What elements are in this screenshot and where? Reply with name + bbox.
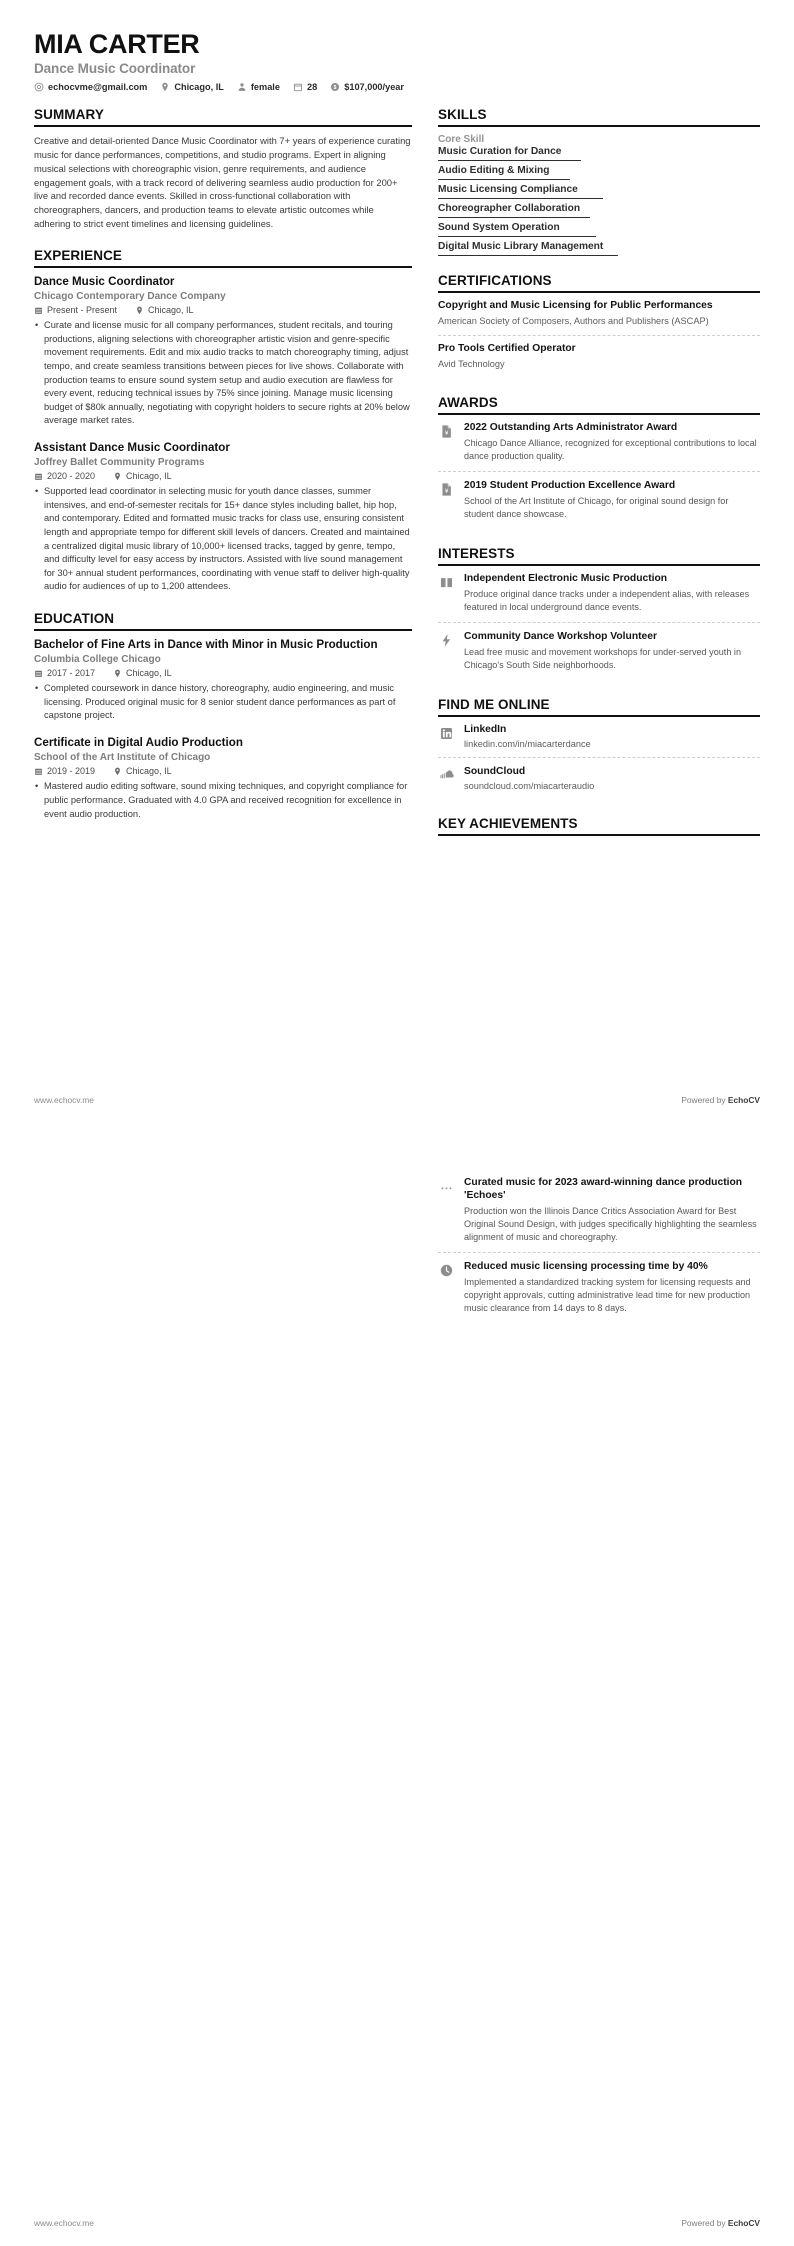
skill-level-bar xyxy=(438,160,581,161)
resume-body-columns xyxy=(34,107,760,853)
experience-meta xyxy=(34,471,412,481)
section-divider xyxy=(438,715,760,717)
experience-bullet: • Supported lead coordinator in selecting music for youth dance classes, summer intensives, and end-of-semester recitals for 15+ dance styles including ballet, hip hop, and contemporary. Edited and formatted music tracks for class use, ensuring consistent length and appropriate tempo for different skill levels of dancers. Created and maintained a centralized digital music library of 10,000+ licensed tracks, tagged by genre, tempo, and difficulty level for easy access by instructors. Assisted with live sound management for 30+ annual student performances, coordinating with venue staff to deliver high-quality audio for audiences of up to 1,200 attendees. xyxy=(34,485,412,594)
interest-name: Independent Electronic Music Production xyxy=(464,573,668,585)
award-description: Chicago Dance Alliance, recognized for exceptional contributions to local dance production quality. xyxy=(464,438,757,462)
achievement-description: Production won the Illinois Dance Critics Association Award for Best Original Sound Design, with judges specifically highlighting the seamless alignment of music and choreography. xyxy=(464,1205,757,1242)
section-experience xyxy=(34,248,412,594)
experience-bullet: • Curate and license music for all company performances, student recitals, and touring productions, aligning selections with choreographer artistic vision and genre-specific movement requirements. Edit and mix audio tracks to match choreography timing, adjust tempo, and create seamless transitions between pieces for live shows. Collaborate with production teams to ensure sound system setup and audio execution are flawless for every event, reducing technical issues by 75% since joining. Manage music licensing budget of $80k annually, negotiating with copyright holders to secure rights at 20% below average market rates. xyxy=(34,319,412,428)
education-degree: Certificate in Digital Audio Production xyxy=(34,735,243,749)
experience-job-title: Dance Music Coordinator xyxy=(34,274,175,288)
experience-location-text: Chicago, IL xyxy=(126,471,172,482)
soundcloud-icon xyxy=(438,767,455,784)
education-meta xyxy=(34,668,412,678)
education-location-text: Chicago, IL xyxy=(126,668,172,679)
awards-section-title: AWARDS xyxy=(438,395,498,411)
skill-item-label: Music Curation for Dance xyxy=(438,146,562,158)
section-find-me-online xyxy=(438,697,760,799)
spacer xyxy=(438,1153,760,1177)
footer-powered-text: Powered by xyxy=(681,2218,728,2228)
contact-info-row xyxy=(34,82,760,92)
person-icon xyxy=(237,82,247,92)
skill-item xyxy=(438,222,760,237)
education-entry xyxy=(34,736,412,821)
contact-email-text: echocvme@gmail.com xyxy=(48,82,148,93)
online-profile-name: LinkedIn xyxy=(464,724,507,736)
award-description: School of the Art Institute of Chicago, for original sound design for student dance showcase. xyxy=(464,496,729,520)
footer-brand xyxy=(681,1095,760,1105)
contact-location xyxy=(160,82,224,92)
footer-brand xyxy=(681,2218,760,2228)
skill-item xyxy=(438,203,760,218)
education-dates xyxy=(34,766,95,776)
online-profile-url[interactable]: soundcloud.com/miacarteraudio xyxy=(464,781,595,792)
section-interests xyxy=(438,546,760,680)
experience-entry xyxy=(34,441,412,594)
experience-location xyxy=(113,471,172,481)
section-divider xyxy=(438,564,760,566)
contact-age-text: 28 xyxy=(306,82,318,93)
right-column xyxy=(438,107,760,853)
resume-body-columns-page2 xyxy=(34,1153,760,1340)
experience-location-text: Chicago, IL xyxy=(148,305,194,316)
education-location xyxy=(113,766,172,776)
section-key-achievements-continued xyxy=(438,1177,760,1323)
key-achievements-section-title: KEY ACHIEVEMENTS xyxy=(438,816,578,832)
education-bullet: • Mastered audio editing software, sound mixing techniques, and copyright compliance for public performance. Graduated with 4.0 GPA and received recognition for excellence in event audio production. xyxy=(34,780,412,821)
section-education xyxy=(34,611,412,821)
experience-bullet-list xyxy=(34,485,412,594)
contact-salary-text: $107,000/year xyxy=(344,82,404,93)
footer-brand-name: EchoCV xyxy=(727,2218,760,2228)
award-item xyxy=(438,480,760,529)
achievement-description: Implemented a standardized tracking system for licensing requests and copyright approvals, cutting administrative lead time for new production music clearance from 14 days to 8 days. xyxy=(464,1276,751,1314)
section-awards xyxy=(438,395,760,529)
certification-name: Pro Tools Certified Operator xyxy=(438,343,576,355)
skill-item-label: Digital Music Library Management xyxy=(438,241,604,253)
svg-text:$: $ xyxy=(333,85,337,92)
interests-section-title: INTERESTS xyxy=(438,546,515,562)
section-summary xyxy=(34,107,412,231)
education-dates xyxy=(34,668,95,678)
skill-item-label: Choreographer Collaboration xyxy=(438,203,581,215)
footer-brand-name: EchoCV xyxy=(727,1095,760,1105)
section-divider xyxy=(438,291,760,293)
certification-org: American Society of Composers, Authors and Publishers (ASCAP) xyxy=(438,316,709,327)
page-footer xyxy=(34,1095,760,1105)
experience-dates xyxy=(34,305,117,315)
achievement-item xyxy=(438,1261,760,1323)
achievement-name: Curated music for 2023 award-winning dance production 'Echoes' xyxy=(464,1177,743,1201)
skill-level-bar xyxy=(438,255,618,256)
education-bullet-list xyxy=(34,682,412,723)
online-profile-name: SoundCloud xyxy=(464,766,526,778)
skills-section-title: SKILLS xyxy=(438,107,487,123)
summary-text: Creative and detail-oriented Dance Music Coordinator with 7+ years of experience curating music for dance performances, competitions, and studio programs. Expert in aligning musical selections with choreographic vision, genre requirements, and audience engagement goals, with a track record of delivering seamless audio production for 200+ live and recorded dance events. Skilled in cross-functional collaboration with choreographers, dancers, and production teams to elevate artistic outcomes while adhering to strict event timelines and licensing guidelines. xyxy=(34,135,411,230)
find-me-online-section-title: FIND ME ONLINE xyxy=(438,697,550,713)
skill-level-bar xyxy=(438,179,570,180)
education-school: Columbia College Chicago xyxy=(34,654,161,666)
experience-dates-text: Present - Present xyxy=(47,305,118,316)
education-dates-text: 2017 - 2017 xyxy=(47,668,96,679)
award-name: 2019 Student Production Excellence Award xyxy=(464,480,676,492)
experience-section-title: EXPERIENCE xyxy=(34,247,123,263)
experience-job-title: Assistant Dance Music Coordinator xyxy=(34,440,230,454)
location-pin-icon xyxy=(113,767,122,776)
education-location-text: Chicago, IL xyxy=(126,766,172,777)
location-pin-icon xyxy=(160,82,170,92)
svg-text:¥: ¥ xyxy=(444,489,449,496)
skill-item-label: Audio Editing & Mixing xyxy=(438,165,550,177)
certification-item xyxy=(438,343,760,378)
section-divider xyxy=(438,125,760,127)
section-divider xyxy=(34,629,412,631)
skill-level-bar xyxy=(438,198,603,199)
job-role-subtitle: Dance Music Coordinator xyxy=(34,61,196,77)
ellipsis-icon xyxy=(438,1178,455,1195)
certifications-section-title: CERTIFICATIONS xyxy=(438,273,552,289)
lightning-bolt-icon xyxy=(438,632,455,649)
interest-item xyxy=(438,631,760,680)
education-school: School of the Art Institute of Chicago xyxy=(34,752,211,764)
page-title: MIA CARTER xyxy=(34,29,200,59)
experience-company: Joffrey Ballet Community Programs xyxy=(34,457,205,469)
contact-age xyxy=(293,82,317,92)
experience-company: Chicago Contemporary Dance Company xyxy=(34,291,226,303)
experience-dates-text: 2020 - 2020 xyxy=(47,471,96,482)
skill-item xyxy=(438,146,760,161)
education-entry xyxy=(34,638,412,723)
resume-page-2 xyxy=(0,1123,794,2246)
certification-name: Copyright and Music Licensing for Public Performances xyxy=(438,300,713,312)
dollar-coin-icon xyxy=(330,82,340,92)
calendar-icon xyxy=(34,669,43,678)
section-certifications xyxy=(438,273,760,378)
contact-location-text: Chicago, IL xyxy=(174,82,224,93)
section-divider xyxy=(34,125,412,127)
clock-icon xyxy=(438,1262,455,1279)
calendar-icon xyxy=(34,767,43,776)
award-name: 2022 Outstanding Arts Administrator Award xyxy=(464,422,678,434)
calendar-icon xyxy=(34,472,43,481)
education-meta xyxy=(34,766,412,776)
footer-powered-text: Powered by xyxy=(681,1095,728,1105)
summary-section-title: SUMMARY xyxy=(34,107,104,123)
award-item xyxy=(438,422,760,472)
location-pin-icon xyxy=(135,306,144,315)
right-column-page2 xyxy=(438,1153,760,1340)
education-dates-text: 2019 - 2019 xyxy=(47,766,96,777)
contact-salary xyxy=(330,82,404,92)
education-bullet: • Completed coursework in dance history, choreography, audio engineering, and music licensing. Produced original music for 8 senior student dance performances as part of capstone project. xyxy=(34,682,412,723)
document-currency-icon xyxy=(438,481,455,498)
interest-description: Lead free music and movement workshops for under-served youth in Chicago's South Side neighborhoods. xyxy=(464,647,741,671)
skill-item xyxy=(438,184,760,199)
location-pin-icon xyxy=(113,472,122,481)
skill-item-label: Sound System Operation xyxy=(438,222,560,234)
contact-email xyxy=(34,82,147,92)
footer-website: www.echocv.me xyxy=(34,1095,94,1105)
section-divider xyxy=(34,266,412,268)
skills-core-label: Core Skill xyxy=(438,134,485,146)
skill-item xyxy=(438,241,760,256)
left-column xyxy=(34,107,438,838)
experience-location xyxy=(135,305,194,315)
skill-level-bar xyxy=(438,236,596,237)
location-pin-icon xyxy=(113,669,122,678)
section-divider xyxy=(438,413,760,415)
calendar-icon xyxy=(34,306,43,315)
achievement-name: Reduced music licensing processing time by 40% xyxy=(464,1261,708,1272)
online-profile-item[interactable] xyxy=(438,766,760,799)
section-divider xyxy=(438,834,760,836)
contact-gender xyxy=(237,82,280,92)
education-location xyxy=(113,668,172,678)
interest-name: Community Dance Workshop Volunteer xyxy=(464,631,657,643)
section-key-achievements xyxy=(438,816,760,836)
education-bullet-list xyxy=(34,780,412,821)
experience-bullet-list xyxy=(34,319,412,428)
interest-item xyxy=(438,573,760,623)
experience-meta xyxy=(34,305,412,315)
online-profile-url[interactable]: linkedin.com/in/miacarterdance xyxy=(464,739,591,750)
linkedin-icon xyxy=(438,725,455,742)
contact-gender-text: female xyxy=(250,82,280,93)
online-profile-item[interactable] xyxy=(438,724,760,758)
page-footer xyxy=(34,2218,760,2228)
education-degree: Bachelor of Fine Arts in Dance with Minor in Music Production xyxy=(34,637,378,651)
certification-item xyxy=(438,300,760,336)
certification-org: Avid Technology xyxy=(438,359,505,370)
svg-text:¥: ¥ xyxy=(444,431,449,438)
education-section-title: EDUCATION xyxy=(34,610,115,626)
email-icon xyxy=(34,82,44,92)
skill-item xyxy=(438,165,760,180)
calendar-icon xyxy=(293,82,303,92)
open-book-icon xyxy=(438,574,455,591)
experience-entry xyxy=(34,275,412,428)
section-skills xyxy=(438,107,760,256)
footer-website: www.echocv.me xyxy=(34,2218,94,2228)
skill-level-bar xyxy=(438,217,590,218)
experience-dates xyxy=(34,471,95,481)
resume-header xyxy=(34,30,760,92)
document-currency-icon xyxy=(438,423,455,440)
interest-description: Produce original dance tracks under a independent alias, with releases featured in local underground dance events. xyxy=(464,589,750,613)
achievement-item xyxy=(438,1177,760,1253)
skill-item-label: Music Licensing Compliance xyxy=(438,184,578,196)
